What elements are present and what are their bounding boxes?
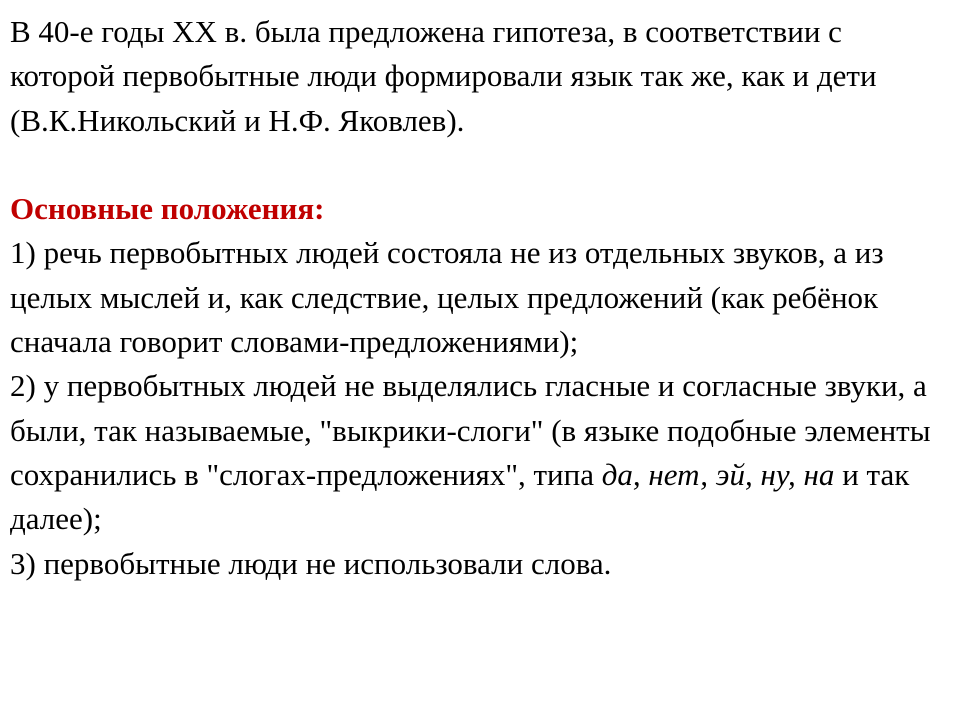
slide-content <box>10 10 940 586</box>
section-heading: Основные положения: <box>10 191 325 227</box>
point-2 <box>10 364 940 541</box>
point-2-text-before: 2) у первобытных людей не выделялись гласные и согласные звуки, а были, так называемые, "выкрики-слоги" (в языке подобные элементы сохранились в "слогах-предложениях", типа <box>10 368 931 492</box>
intro-paragraph: В 40-е годы XX в. была предложена гипотеза, в соответствии с которой первобытные люди формировали язык так же, как и дети (В.К.Никольский и Н.Ф. Яковлев). <box>10 14 877 138</box>
point-3: 3) первобытные люди не использовали слова. <box>10 545 612 581</box>
paragraph-spacer <box>10 143 940 187</box>
point-2-examples: да, нет, эй, ну, на <box>601 456 835 492</box>
point-2-text-after: и так далее); <box>10 456 910 537</box>
point-1: 1) речь первобытных людей состояла не из отдельных звуков, а из целых мыслей и, как следствие, целых предложений (как ребёнок сначала говорит словами-предложениями); <box>10 235 884 360</box>
